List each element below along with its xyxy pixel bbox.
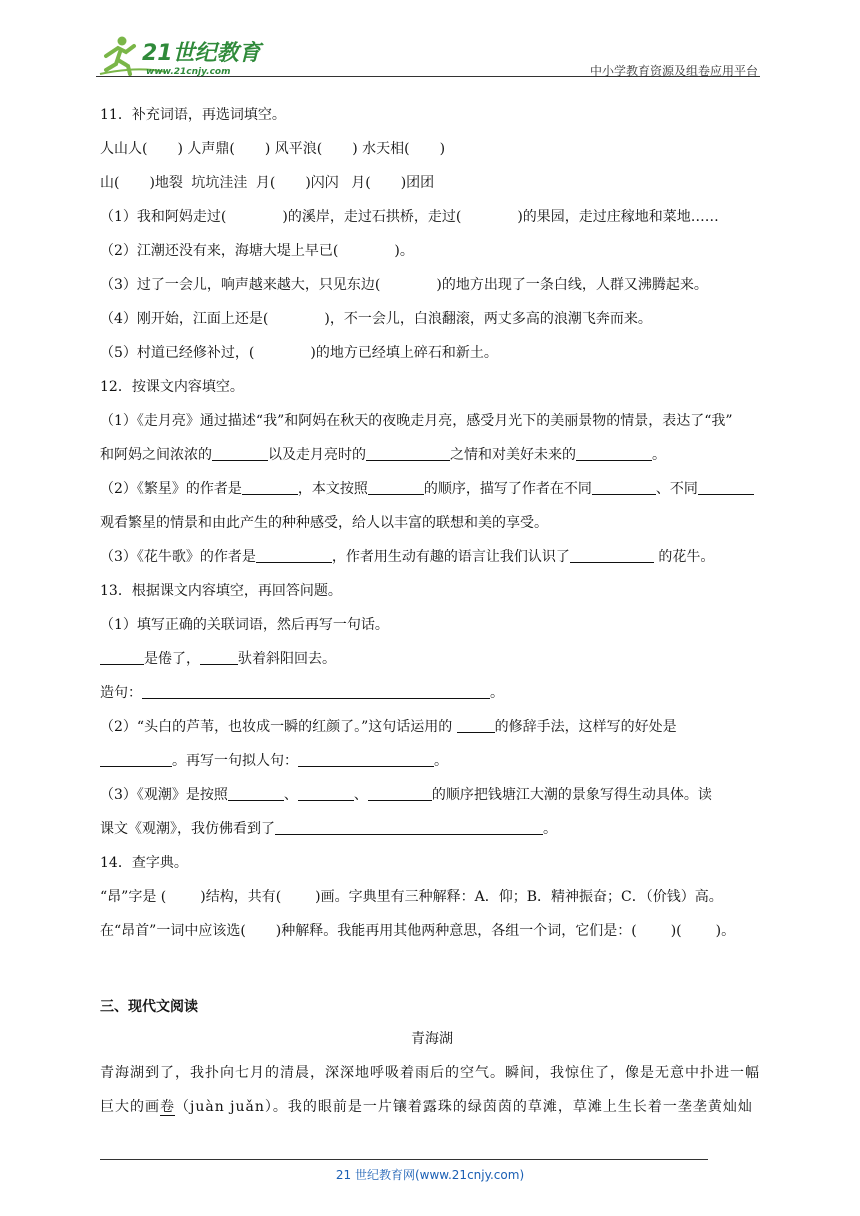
q11-title: 11．补充词语，再选词填空。 <box>100 107 286 123</box>
passage-title: 青海湖 <box>411 1031 453 1047</box>
q13-p3-line1: （3）《观潮》是按照 、 、 的顺序把钱塘江大潮的景象写得生动具体。读 <box>100 787 712 803</box>
answer-blank[interactable] <box>142 684 490 699</box>
answer-blank[interactable] <box>298 786 354 801</box>
idiom-part: 人声鼎( <box>187 141 235 157</box>
q13-p1-sentence: 造句： 。 <box>100 685 504 701</box>
passage-line-2: 巨大的画卷（juàn juǎn）。我的眼前是一片镶着露珠的绿茵茵的草滩，草滩上生长着一垄垄黄灿灿 <box>100 1099 753 1115</box>
annotated-character: 卷 <box>160 1099 175 1115</box>
footer-divider <box>100 1159 708 1160</box>
q11-sentence-5: （5）村道已经修补过，( )的地方已经填上碎石和新土。 <box>100 345 498 361</box>
q13-p2-line2: 。再写一句拟人句： 。 <box>100 752 448 770</box>
idiom-part: 月( <box>255 175 276 191</box>
logo-21cnjy <box>96 32 266 78</box>
answer-blank[interactable] <box>366 446 450 461</box>
answer-blank[interactable] <box>275 820 543 835</box>
q12-p1-line1: （1）《走月亮》通过描述“我”和阿妈在秋天的夜晚走月亮，感受月光下的美丽景物的情景，表达了“我” <box>100 413 733 429</box>
header-divider <box>96 76 760 77</box>
answer-blank[interactable] <box>298 752 434 767</box>
q11-row1 <box>100 140 445 158</box>
section-heading: 三、现代文阅读 <box>100 999 198 1015</box>
answer-blank[interactable] <box>368 786 432 801</box>
q14-title: 14．查字典。 <box>100 855 188 871</box>
q12-p1-line2: 和阿妈之间浓浓的 以及走月亮时的 之情和对美好未来的 。 <box>100 447 666 463</box>
q13-title: 13．根据课文内容填空，再回答问题。 <box>100 583 342 599</box>
idiom-part: ) <box>352 141 358 157</box>
idiom-part: )地裂 <box>149 175 183 191</box>
q11-sentence-2: （2）江潮还没有来，海塘大堤上早已( )。 <box>100 243 414 259</box>
idiom-part: 风平浪( <box>274 141 323 157</box>
q14-line2: 在“昂首”一词中应该选( )种解释。我能再用其他两种意思，各组一个词，它们是：( )( )。 <box>100 923 736 939</box>
answer-blank[interactable] <box>242 480 298 495</box>
answer-blank[interactable] <box>570 548 654 563</box>
idiom-part: 坑坑洼洼 <box>191 175 248 191</box>
idiom-part: 月( <box>351 175 371 191</box>
q11-sentence-3: （3）过了一会儿，响声越来越大，只见东边( )的地方出现了一条白线，人群又沸腾起来。 <box>100 277 708 293</box>
idiom-part: ) <box>439 141 446 157</box>
idiom-part: )团团 <box>400 175 435 191</box>
q13-p3-line2: 课文《观潮》，我仿佛看到了 。 <box>100 821 557 837</box>
answer-blank[interactable] <box>457 718 495 733</box>
idiom-part: )闪闪 <box>305 175 339 191</box>
answer-blank[interactable] <box>100 650 144 665</box>
answer-blank[interactable] <box>698 480 754 495</box>
q12-title: 12．按课文内容填空。 <box>100 379 244 395</box>
answer-blank[interactable] <box>576 446 652 461</box>
answer-blank[interactable] <box>100 752 172 767</box>
answer-blank[interactable] <box>228 786 284 801</box>
answer-blank[interactable] <box>200 650 238 665</box>
idiom-part: ) <box>264 141 271 157</box>
q13-p1: （1）填写正确的关联词语，然后再写一句话。 <box>100 617 389 633</box>
q12-p2-line1: （2）《繁星》的作者是 ，本文按照 的顺序，描写了作者在不同 、不同 <box>100 480 754 498</box>
q11-row2 <box>100 174 434 192</box>
passage-line-1: 青海湖到了，我扑向七月的清晨，深深地呼吸着雨后的空气。瞬间，我惊住了，像是无意中扑进一幅 <box>100 1065 760 1081</box>
q14-line1: “昂”字是 ( )结构，共有( )画。字典里有三种解释：A．仰；B．精神振奋；C．（价钱）高。 <box>100 889 723 905</box>
q13-p1-fill: 是倦了， 驮着斜阳回去。 <box>100 650 336 668</box>
q11-sentence-1: （1）我和阿妈走过( )的溪岸，走过石拱桥，走过( )的果园，走过庄稼地和菜地…… <box>100 209 719 225</box>
answer-blank[interactable] <box>256 548 332 563</box>
q13-p2-line1: （2）“头白的芦苇，也妆成一瞬的红颜了。”这句话运用的 的修辞手法，这样写的好处是 <box>100 719 677 735</box>
answer-blank[interactable] <box>368 480 424 495</box>
idiom-part: ) <box>177 141 183 157</box>
q12-p2-line2: 观看繁星的情景和由此产生的种种感受，给人以丰富的联想和美的享受。 <box>100 515 548 531</box>
idiom-part: 水天相( <box>362 141 410 157</box>
footer-link[interactable]: 21 世纪教育网(www.21cnjy.com) <box>335 1168 525 1182</box>
answer-blank[interactable] <box>592 480 656 495</box>
idiom-part: 山( <box>100 175 120 191</box>
logo-url: www.21cnjy.com <box>146 67 231 77</box>
idiom-part: 人山人( <box>100 141 148 157</box>
platform-label: 中小学教育资源及组卷应用平台 <box>589 64 758 78</box>
page-header <box>96 32 760 80</box>
logo-text: 21世纪教育 <box>142 41 261 66</box>
q11-sentence-4: （4）刚开始，江面上还是( )，不一会儿，白浪翻滚，两丈多高的浪潮飞奔而来。 <box>100 311 652 327</box>
q12-p3: （3）《花牛歌》的作者是 ，作者用生动有趣的语言让我们认识了 的花牛。 <box>100 549 715 565</box>
answer-blank[interactable] <box>212 446 268 461</box>
